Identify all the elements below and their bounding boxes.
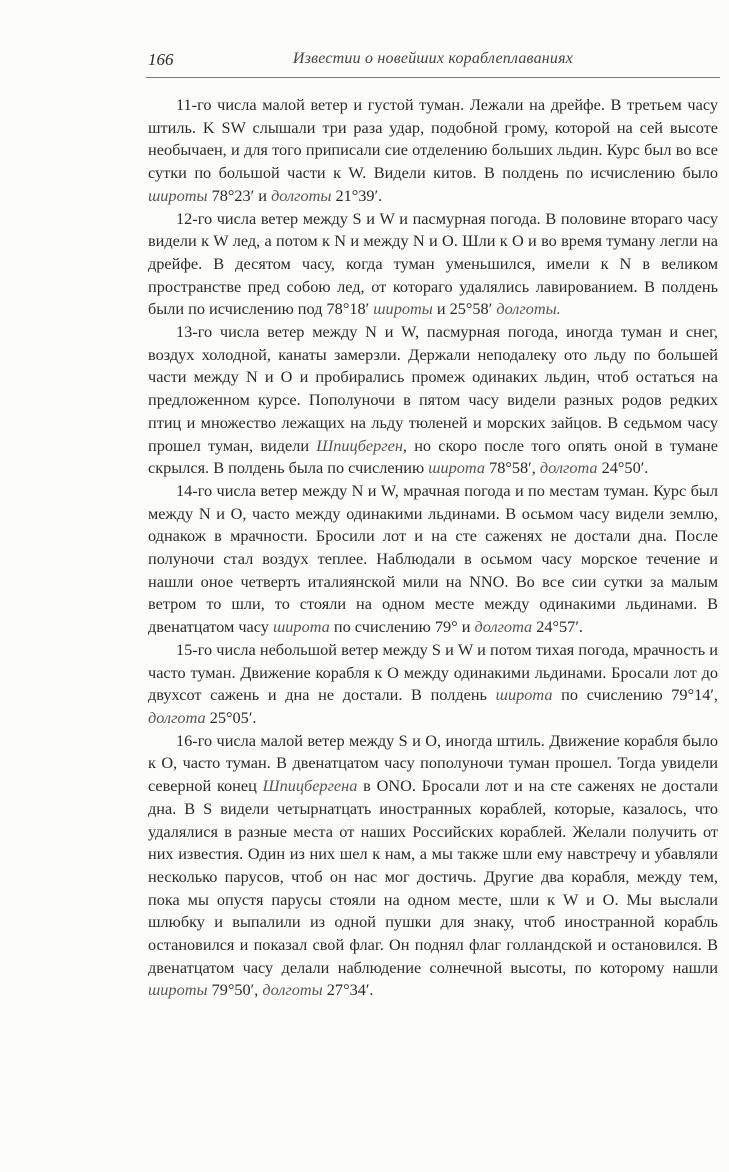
text-run: 27°34′. — [322, 980, 374, 1000]
header-rule — [146, 77, 720, 78]
italic-term: долгота — [148, 707, 206, 727]
italic-term: широты — [148, 185, 208, 205]
text-run: по счислению 79°14′, — [552, 685, 718, 705]
italic-term: Шпицбергена — [262, 776, 358, 796]
paragraph — [148, 208, 718, 322]
italic-term: долготы. — [496, 299, 561, 319]
paragraph — [148, 321, 718, 480]
italic-term: широта — [273, 617, 330, 637]
text-run: 16-го числа малой ветер между S и O, иногда штиль. Движение корабля было к O, часто туман. В двенатцатом часу пополуночи туман прошел. Тогда увидели северной конец — [148, 730, 718, 796]
text-run: 78°58′, — [485, 458, 540, 478]
italic-term: широта — [495, 685, 553, 705]
text-run: 12-го числа ветер между S и W и пасмурная погода. В половине втораго часу видели к W лед, а потом к N и между N и O. Шли к O и во время туману легли на дрейфе. В десятом часу, когда туман уменьшился, имели к N в великом пространстве пред собою лед, от котораго удалялись лавированием. В полдень были по исчислению под 78°18′ — [148, 208, 718, 319]
italic-term: долготы — [262, 980, 323, 1000]
paragraph — [148, 480, 718, 639]
text-run: 25°05′. — [205, 707, 257, 727]
text-run: и 25°58′ — [432, 299, 497, 319]
text-run: 24°57′. — [532, 617, 583, 637]
text-run: 21°39′. — [331, 185, 383, 205]
text-run: в ONO. Бросали лот и на сте саженях не достали дна. В S видели четырнатцать иностранных кораблей, которые, казалось, что удалялися в разные места от наших Российских кораблей. Желали получить от них известия. Один из них шел к нам, а мы также шли ему навстречу и убавляли несколько парусов, чтоб он нас мог достичь. Другие два корабля, между тем, пока мы опустя парусы стояли на одном месте, шли к W и O. Мы выслали шлюбку и выпалили из одной пушки для знаку, чтоб иностранной корабль остановился и показал свой флаг. Он поднял флаг голландской и остановился. В двенатцатом часу делали наблюдение солнечной высоты, по которому нашли — [148, 776, 718, 977]
page-number: 166 — [148, 50, 174, 69]
text-run: 24°50′. — [597, 458, 649, 478]
text-run: по счислению 79° и — [329, 617, 475, 637]
running-header — [146, 50, 720, 74]
text-run: 14-го числа ветер между N и W, мрачная погода и по местам туман. Курс был между N и O, часто между одинакими льдинами. В осьмом часу видели землю, однакож в мрачности. Бросили лот и на сте саженях не достали дна. После полуночи стал воздух теплее. Наблюдали в осьмом часу морское течение и нашли оное четверть италиянской мили на NNO. Во все сии сутки за малым ветром то шли, то стояли на одном месте между одинакими льдинами. В двенатцатом часу — [148, 480, 718, 637]
italic-term: широты — [373, 299, 433, 319]
text-run: 15-го числа небольшой ветер между S и W и потом тихая погода, мрачность и часто туман. Движение корабля к O между одинакими льдинами. Бросали лот до двухсот сажень и дна не достали. В полдень — [148, 639, 718, 705]
paragraph — [148, 639, 718, 730]
text-run: , но скоро после того опять оной в тумане скрылся. В полдень была по счислению — [148, 435, 718, 478]
body-text — [148, 94, 718, 1002]
running-title: Известии о новейших кораблеплаваниях — [292, 50, 574, 67]
text-run: 79°50′, — [207, 980, 263, 1000]
paragraph — [148, 94, 718, 208]
italic-term: долгота — [474, 617, 533, 637]
italic-term: широта — [428, 458, 486, 478]
text-run: 11-го числа малой ветер и густой туман. Лежали на дрейфе. В третьем часу штиль. K SW слышали три раза удар, подобной грому, которой на сей высоте необычаен, и для того приписали сие отделению больших льдин. Курс был во все сутки по большой части к W. Видели китов. В полдень по исчислению было — [148, 95, 718, 183]
italic-term: долготы — [271, 185, 332, 205]
italic-term: Шпицберген — [316, 435, 403, 455]
italic-term: широты — [148, 980, 208, 1000]
text-run: 13-го числа ветер между N и W, пасмурная погода, иногда туман и снег, воздух холодной, канаты замерзли. Держали неподалеку ото льду по большей части между N и O и пробирались промеж одинаких льдин, чтоб остаться на предложенном курсе. Пополуночи в пятом часу видели разных родов редких птиц и множество лежащих на льду тюленей и морских зайцов. В седьмом часу прошел туман, видели — [148, 322, 718, 455]
italic-term: долгота — [539, 458, 598, 478]
paragraph — [148, 730, 718, 1002]
text-run: 78°23′ и — [207, 185, 272, 205]
